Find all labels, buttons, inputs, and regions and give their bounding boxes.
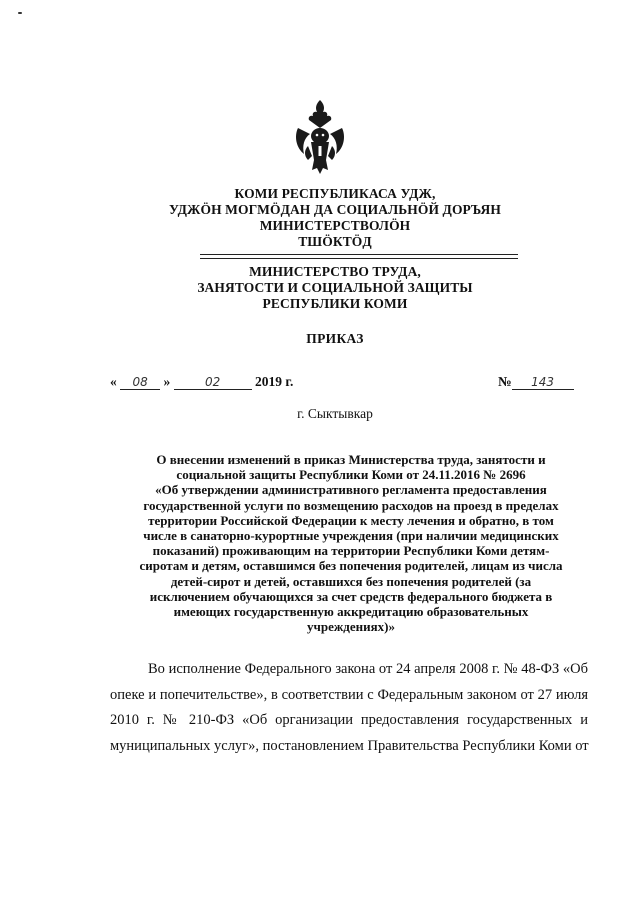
date-month: 02: [174, 375, 252, 390]
body-line: Во исполнение Федерального закона от 24 апреля 2008 г. № 48-ФЗ «Об: [148, 661, 588, 677]
body-paragraph: [110, 657, 588, 759]
scan-speck: [18, 12, 22, 14]
header-komi-line-2: УДЖÖН МОГМÖДАН ДА СОЦИАЛЬНÖЙ ДОРЪЯН: [169, 202, 501, 217]
header-komi-line-1: КОМИ РЕСПУБЛИКАСА УДЖ,: [234, 186, 436, 201]
document-title: [112, 452, 590, 634]
date-close-quote: »: [163, 374, 171, 389]
header-komi: [150, 186, 520, 250]
title-line: детей-сирот и детей, оставшихся без попечения родителей (за: [170, 573, 532, 589]
title-line: числе в санаторно-курортные учреждения (при наличии медицинских: [143, 528, 559, 544]
title-line: показаний) проживающим на территории Республики Коми детям-: [152, 543, 550, 559]
number-value: 143: [512, 375, 574, 390]
document-type: ПРИКАЗ: [306, 331, 364, 346]
body-line: муниципальных услуг», постановлением Правительства Республики Коми от: [110, 737, 589, 754]
document-city: г. Сыктывкар: [297, 406, 373, 421]
title-line: «Об утверждении административного регламента предоставления: [155, 482, 547, 498]
title-line: учреждениях)»: [307, 619, 395, 635]
header-russian: [150, 264, 520, 312]
header-komi-line-3: МИНИСТЕРСТВОЛÖН: [259, 218, 411, 233]
date-open-quote: «: [110, 374, 117, 389]
number-label: №: [498, 374, 512, 389]
date-day: 08: [120, 375, 160, 390]
header-ru-line-1: МИНИСТЕРСТВО ТРУДА,: [249, 264, 421, 279]
document-date: [110, 374, 293, 390]
document-number: [498, 374, 574, 390]
header-komi-line-4: ТШÖКТÖД: [298, 234, 372, 249]
title-line: исключением обучающихся за счет средств федерального бюджета в: [149, 588, 553, 604]
title-line: государственной услуги по возмещению расходов на проезд в пределах: [143, 497, 559, 513]
body-line: 2010 г. № 210-ФЗ «Об организации предоставления государственных и: [110, 712, 588, 728]
header-ru-line-2: ЗАНЯТОСТИ И СОЦИАЛЬНОЙ ЗАЩИТЫ: [197, 280, 473, 295]
header-divider: [200, 254, 518, 259]
title-line: социальной защиты Республики Коми от 24.11.2016 № 2696: [176, 467, 526, 483]
title-line: имеющих государственную аккредитацию образовательных: [173, 604, 529, 620]
title-line: О внесении изменений в приказ Министерства труда, занятости и: [156, 452, 546, 467]
body-line: опеке и попечительстве», в соответствии с Федеральным законом от 27 июля: [110, 686, 588, 703]
coat-of-arms-emblem: [292, 98, 348, 176]
date-year: 2019 г.: [255, 374, 294, 389]
header-ru-line-3: РЕСПУБЛИКИ КОМИ: [262, 296, 408, 311]
title-line: сиротам и детям, оставшимся без попечения родителей, лицам из числа: [139, 558, 563, 574]
title-line: территории Российской Федерации к месту лечения и обратно, в том: [148, 512, 554, 528]
